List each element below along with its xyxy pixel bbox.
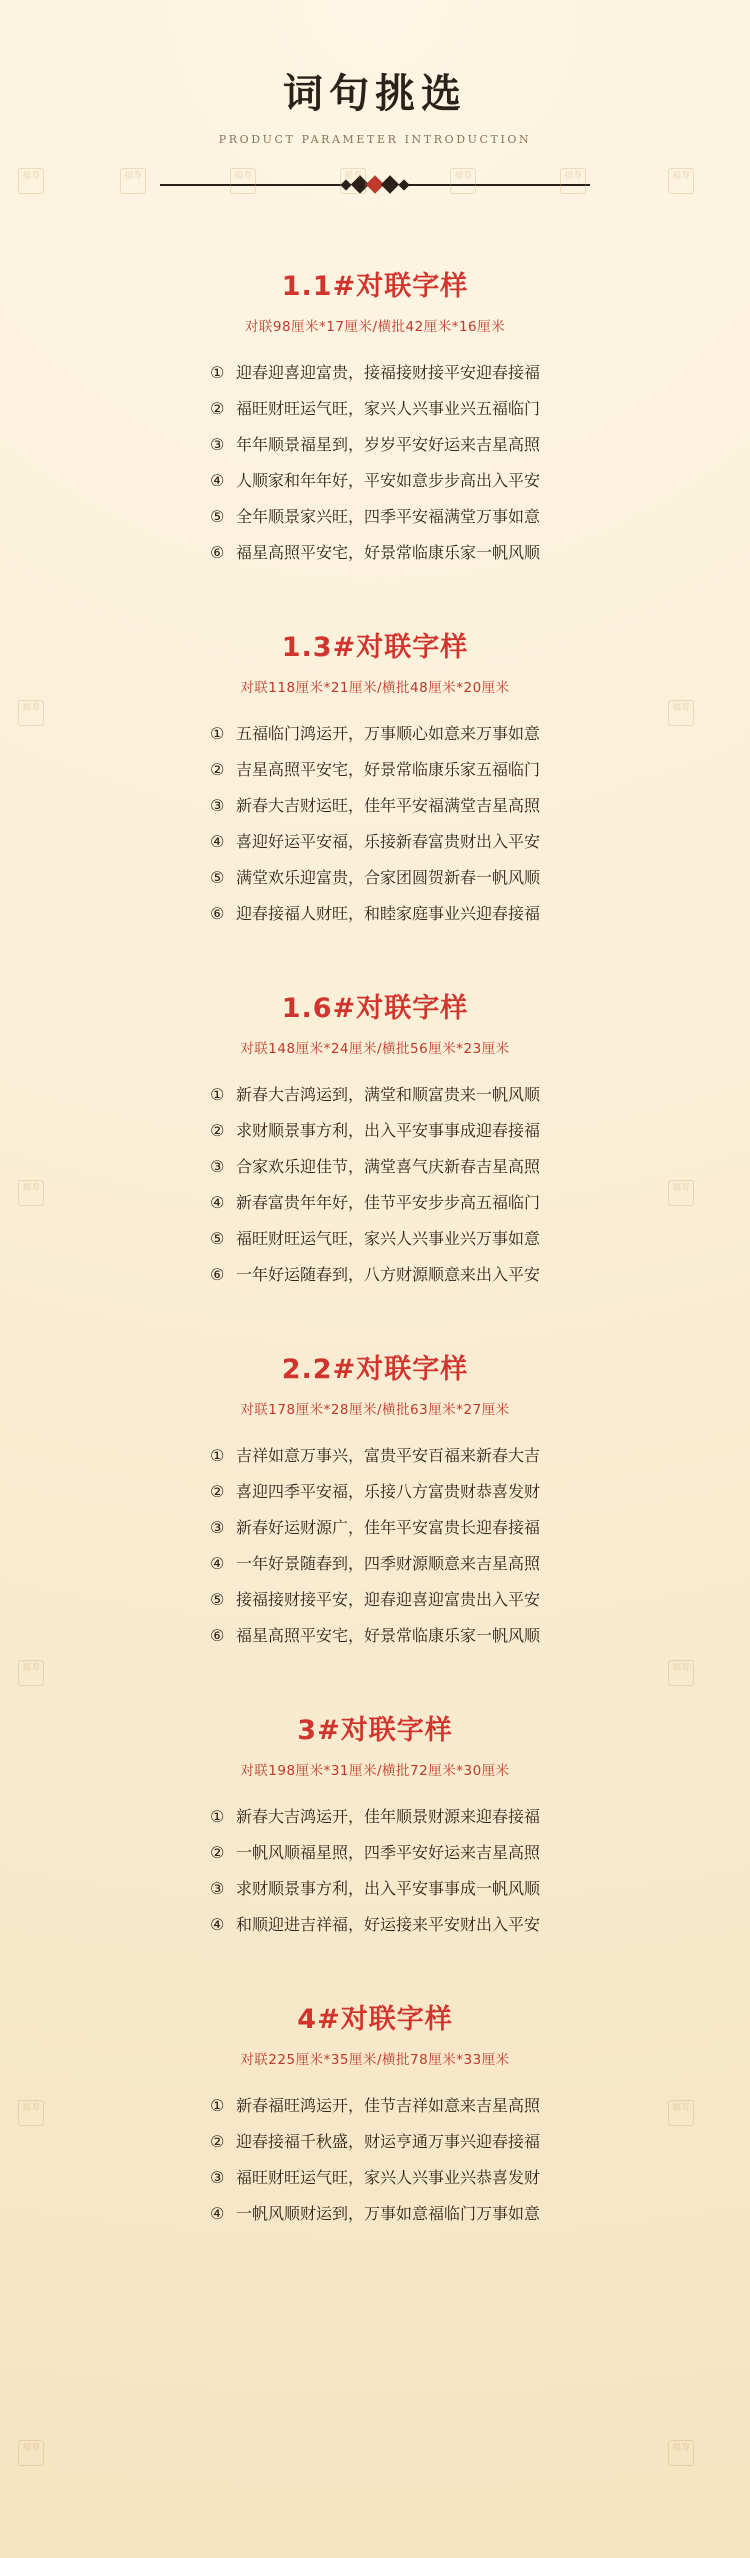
banner-line: 一帆风顺 <box>476 868 541 887</box>
lower-line: 满堂和顺富贵来 <box>363 1085 476 1104</box>
couplet-section <box>0 1347 750 1654</box>
couplet-table <box>210 1799 540 1943</box>
upper-line: 一帆风顺财运到， <box>235 2204 364 2223</box>
row-index: ⑤ <box>209 868 225 887</box>
banner-line: 五福临门 <box>476 760 541 779</box>
row-index: ④ <box>209 1915 225 1934</box>
table-row <box>210 1149 540 1185</box>
diamond-divider-icon <box>354 178 397 191</box>
lower-line: 佳年平安福满堂 <box>363 796 476 815</box>
upper-line: 吉星高照平安宅， <box>235 760 364 779</box>
watermark-stamp-icon: 福寿 <box>18 700 44 726</box>
lower-line: 八方财源顺意来 <box>363 1265 476 1284</box>
table-row <box>210 427 540 463</box>
lower-line: 四季平安福满堂 <box>363 507 476 526</box>
row-index: ④ <box>209 1193 225 1212</box>
couplet-section <box>0 1997 750 2232</box>
lower-line: 出入平安事事成 <box>363 1121 476 1140</box>
row-index: ⑤ <box>209 1590 225 1609</box>
banner-line: 吉星高照 <box>476 435 541 454</box>
banner-line: 迎春接福 <box>476 1518 541 1537</box>
upper-line: 喜迎四季平安福， <box>235 1482 364 1501</box>
upper-line: 新春大吉财运旺， <box>235 796 364 815</box>
section-spec: 对联198厘米*31厘米/横批72厘米*30厘米 <box>240 1763 510 1779</box>
watermark-stamp-icon: 福寿 <box>450 168 476 194</box>
banner-line: 一帆风顺 <box>476 1879 541 1898</box>
upper-line: 年年顺景福星到， <box>235 435 364 454</box>
row-index: ① <box>209 1085 225 1104</box>
couplet-section <box>0 264 750 571</box>
watermark-stamp-icon: 福寿 <box>668 2440 694 2466</box>
banner-line: 吉星高照 <box>476 1157 541 1176</box>
lower-line: 迎春迎喜迎富贵 <box>363 1590 476 1609</box>
upper-line: 和顺迎进吉祥福， <box>235 1915 364 1934</box>
table-row <box>210 1799 540 1835</box>
table-row <box>210 391 540 427</box>
banner-line: 万事如意 <box>476 2204 541 2223</box>
table-row <box>210 1835 540 1871</box>
upper-line: 喜迎好运平安福， <box>235 832 364 851</box>
table-row <box>210 1474 540 1510</box>
table-row <box>210 824 540 860</box>
lower-line: 财运亨通万事兴 <box>363 2132 476 2151</box>
row-index: ④ <box>209 1554 225 1573</box>
watermark-stamp-icon: 福寿 <box>668 1180 694 1206</box>
banner-line: 吉星高照 <box>476 1843 541 1862</box>
upper-line: 新春福旺鸿运开， <box>235 2096 364 2115</box>
banner-line: 一帆风顺 <box>476 1626 541 1645</box>
page-title: 词句挑选 <box>283 70 467 117</box>
banner-line: 一帆风顺 <box>476 1085 541 1104</box>
upper-line: 求财顺景事方利， <box>235 1121 364 1140</box>
section-title: 2.2#对联字样 <box>281 1354 469 1385</box>
lower-line: 好景常临康乐家 <box>363 1626 476 1645</box>
lower-line: 四季财源顺意来 <box>363 1554 476 1573</box>
upper-line: 满堂欢乐迎富贵， <box>235 868 364 887</box>
divider-line-right <box>404 184 590 186</box>
row-index: ④ <box>209 2204 225 2223</box>
lower-line: 接福接财接平安 <box>363 363 476 382</box>
table-row <box>210 463 540 499</box>
table-row <box>210 1510 540 1546</box>
lower-line: 乐接新春富贵财 <box>363 832 476 851</box>
table-row <box>210 535 540 571</box>
section-spec: 对联225厘米*35厘米/横批78厘米*33厘米 <box>240 2052 510 2068</box>
banner-line: 五福临门 <box>476 1193 541 1212</box>
watermark-stamp-icon: 福寿 <box>668 700 694 726</box>
lower-line: 好运接来平安财 <box>363 1915 476 1934</box>
row-index: ② <box>209 1843 225 1862</box>
lower-line: 好景常临康乐家 <box>363 543 476 562</box>
row-index: ③ <box>209 796 225 815</box>
lower-line: 家兴人兴事业兴 <box>363 1229 476 1248</box>
watermark-stamp-icon: 福寿 <box>18 1180 44 1206</box>
banner-line: 恭喜发财 <box>476 1482 541 1501</box>
lower-line: 和睦家庭事业兴 <box>363 904 476 923</box>
watermark-stamp-icon: 福寿 <box>18 1660 44 1686</box>
banner-line: 迎春接福 <box>476 1121 541 1140</box>
banner-line: 新春大吉 <box>476 1446 541 1465</box>
table-row <box>210 2088 540 2124</box>
section-spec: 对联148厘米*24厘米/横批56厘米*23厘米 <box>240 1041 510 1057</box>
lower-line: 四季平安好运来 <box>363 1843 476 1862</box>
watermark-stamp-icon: 福寿 <box>120 168 146 194</box>
table-row <box>210 896 540 932</box>
section-title: 1.1#对联字样 <box>281 271 469 302</box>
lower-line: 满堂喜气庆新春 <box>363 1157 476 1176</box>
upper-line: 一帆风顺福星照， <box>235 1843 364 1862</box>
section-spec: 对联118厘米*21厘米/横批48厘米*20厘米 <box>240 680 510 696</box>
table-row <box>210 1546 540 1582</box>
table-row <box>210 355 540 391</box>
banner-line: 出入平安 <box>476 1590 541 1609</box>
row-index: ③ <box>209 435 225 454</box>
lower-line: 好景常临康乐家 <box>363 760 476 779</box>
upper-line: 福旺财旺运气旺， <box>235 1229 364 1248</box>
upper-line: 五福临门鸿运开， <box>235 724 364 743</box>
upper-line: 一年好运随春到， <box>235 1265 364 1284</box>
row-index: ④ <box>209 471 225 490</box>
upper-line: 迎春接福千秋盛， <box>235 2132 364 2151</box>
lower-line: 岁岁平安好运来 <box>363 435 476 454</box>
upper-line: 人顺家和年年好， <box>235 471 364 490</box>
lower-line: 佳年顺景财源来 <box>363 1807 476 1826</box>
table-row <box>210 1077 540 1113</box>
upper-line: 求财顺景事方利， <box>235 1879 364 1898</box>
banner-line: 迎春接福 <box>476 363 541 382</box>
row-index: ② <box>209 399 225 418</box>
watermark-stamp-icon: 福寿 <box>340 168 366 194</box>
couplet-table <box>210 716 540 932</box>
table-row <box>210 1618 540 1654</box>
divider-line-left <box>160 184 346 186</box>
table-row <box>210 1907 540 1943</box>
upper-line: 福星高照平安宅， <box>235 1626 364 1645</box>
table-row <box>210 2160 540 2196</box>
banner-line: 迎春接福 <box>476 2132 541 2151</box>
table-row <box>210 1221 540 1257</box>
sections-container <box>0 264 750 2232</box>
table-row <box>210 1871 540 1907</box>
row-index: ⑥ <box>209 1265 225 1284</box>
row-index: ② <box>209 760 225 779</box>
lower-line: 万事如意福临门 <box>363 2204 476 2223</box>
row-index: ⑥ <box>209 904 225 923</box>
row-index: ⑥ <box>209 543 225 562</box>
upper-line: 福星高照平安宅， <box>235 543 364 562</box>
lower-line: 万事顺心如意来 <box>363 724 476 743</box>
row-index: ② <box>209 1482 225 1501</box>
section-spec: 对联98厘米*17厘米/横批42厘米*16厘米 <box>244 319 506 335</box>
table-row <box>210 499 540 535</box>
banner-line: 吉星高照 <box>476 1554 541 1573</box>
upper-line: 一年好景随春到， <box>235 1554 364 1573</box>
row-index: ② <box>209 2132 225 2151</box>
row-index: ① <box>209 724 225 743</box>
table-row <box>210 2196 540 2232</box>
lower-line: 出入平安事事成 <box>363 1879 476 1898</box>
row-index: ③ <box>209 1518 225 1537</box>
row-index: ① <box>209 1446 225 1465</box>
banner-line: 吉星高照 <box>476 796 541 815</box>
banner-line: 恭喜发财 <box>476 2168 541 2187</box>
table-row <box>210 2124 540 2160</box>
lower-line: 佳节平安步步高 <box>363 1193 476 1212</box>
upper-line: 迎春迎喜迎富贵， <box>235 363 364 382</box>
couplet-table <box>210 1077 540 1293</box>
banner-line: 出入平安 <box>476 832 541 851</box>
table-row <box>210 752 540 788</box>
table-row <box>210 1582 540 1618</box>
row-index: ⑥ <box>209 1626 225 1645</box>
lower-line: 家兴人兴事业兴 <box>363 399 476 418</box>
couplet-section <box>0 1708 750 1943</box>
row-index: ③ <box>209 2168 225 2187</box>
upper-line: 迎春接福人财旺， <box>235 904 364 923</box>
banner-line: 万事如意 <box>476 507 541 526</box>
section-spec: 对联178厘米*28厘米/横批63厘米*27厘米 <box>240 1402 510 1418</box>
couplet-table <box>210 355 540 571</box>
banner-line: 迎春接福 <box>476 1807 541 1826</box>
lower-line: 富贵平安百福来 <box>363 1446 476 1465</box>
banner-line: 迎春接福 <box>476 904 541 923</box>
couplet-table <box>210 2088 540 2232</box>
row-index: ④ <box>209 832 225 851</box>
watermark-stamp-icon: 福寿 <box>668 168 694 194</box>
table-row <box>210 1257 540 1293</box>
table-row <box>210 788 540 824</box>
couplet-table <box>210 1438 540 1654</box>
banner-line: 一帆风顺 <box>476 543 541 562</box>
row-index: ① <box>209 2096 225 2115</box>
page-header <box>0 0 750 198</box>
couplet-section <box>0 625 750 932</box>
lower-line: 佳节吉祥如意来 <box>363 2096 476 2115</box>
row-index: ⑤ <box>209 507 225 526</box>
lower-line: 平安如意步步高 <box>363 471 476 490</box>
banner-line: 万事如意 <box>476 724 541 743</box>
lower-line: 合家团圆贺新春 <box>363 868 476 887</box>
upper-line: 新春富贵年年好， <box>235 1193 364 1212</box>
upper-line: 新春好运财源广， <box>235 1518 364 1537</box>
watermark-stamp-icon: 福寿 <box>668 1660 694 1686</box>
upper-line: 全年顺景家兴旺， <box>235 507 364 526</box>
banner-line: 五福临门 <box>476 399 541 418</box>
watermark-stamp-icon: 福寿 <box>230 168 256 194</box>
watermark-stamp-icon: 福寿 <box>18 168 44 194</box>
lower-line: 乐接八方富贵财 <box>363 1482 476 1501</box>
table-row <box>210 1113 540 1149</box>
row-index: ① <box>209 363 225 382</box>
banner-line: 出入平安 <box>476 471 541 490</box>
banner-line: 出入平安 <box>476 1265 541 1284</box>
row-index: ① <box>209 1807 225 1826</box>
section-title: 1.3#对联字样 <box>281 632 469 663</box>
upper-line: 接福接财接平安， <box>235 1590 364 1609</box>
banner-line: 万事如意 <box>476 1229 541 1248</box>
upper-line: 福旺财旺运气旺， <box>235 399 364 418</box>
table-row <box>210 716 540 752</box>
upper-line: 吉祥如意万事兴， <box>235 1446 364 1465</box>
section-title: 1.6#对联字样 <box>281 993 469 1024</box>
row-index: ⑤ <box>209 1229 225 1248</box>
upper-line: 新春大吉鸿运到， <box>235 1085 364 1104</box>
upper-line: 福旺财旺运气旺， <box>235 2168 364 2187</box>
row-index: ② <box>209 1121 225 1140</box>
section-title: 4#对联字样 <box>297 2004 453 2035</box>
watermark-stamp-icon: 福寿 <box>668 2100 694 2126</box>
couplet-section <box>0 986 750 1293</box>
lower-line: 家兴人兴事业兴 <box>363 2168 476 2187</box>
upper-line: 新春大吉鸿运开， <box>235 1807 364 1826</box>
watermark-stamp-icon: 福寿 <box>18 2440 44 2466</box>
table-row <box>210 1185 540 1221</box>
banner-line: 出入平安 <box>476 1915 541 1934</box>
watermark-stamp-icon: 福寿 <box>560 168 586 194</box>
row-index: ③ <box>209 1157 225 1176</box>
banner-line: 吉星高照 <box>476 2096 541 2115</box>
table-row <box>210 1438 540 1474</box>
section-title: 3#对联字样 <box>297 1715 453 1746</box>
ornament-divider <box>160 172 590 198</box>
page-subtitle: PRODUCT PARAMETER INTRODUCTION <box>218 133 532 146</box>
row-index: ③ <box>209 1879 225 1898</box>
lower-line: 佳年平安富贵长 <box>363 1518 476 1537</box>
upper-line: 合家欢乐迎佳节， <box>235 1157 364 1176</box>
diamond-right-icon <box>381 175 399 193</box>
watermark-stamp-icon: 福寿 <box>18 2100 44 2126</box>
table-row <box>210 860 540 896</box>
